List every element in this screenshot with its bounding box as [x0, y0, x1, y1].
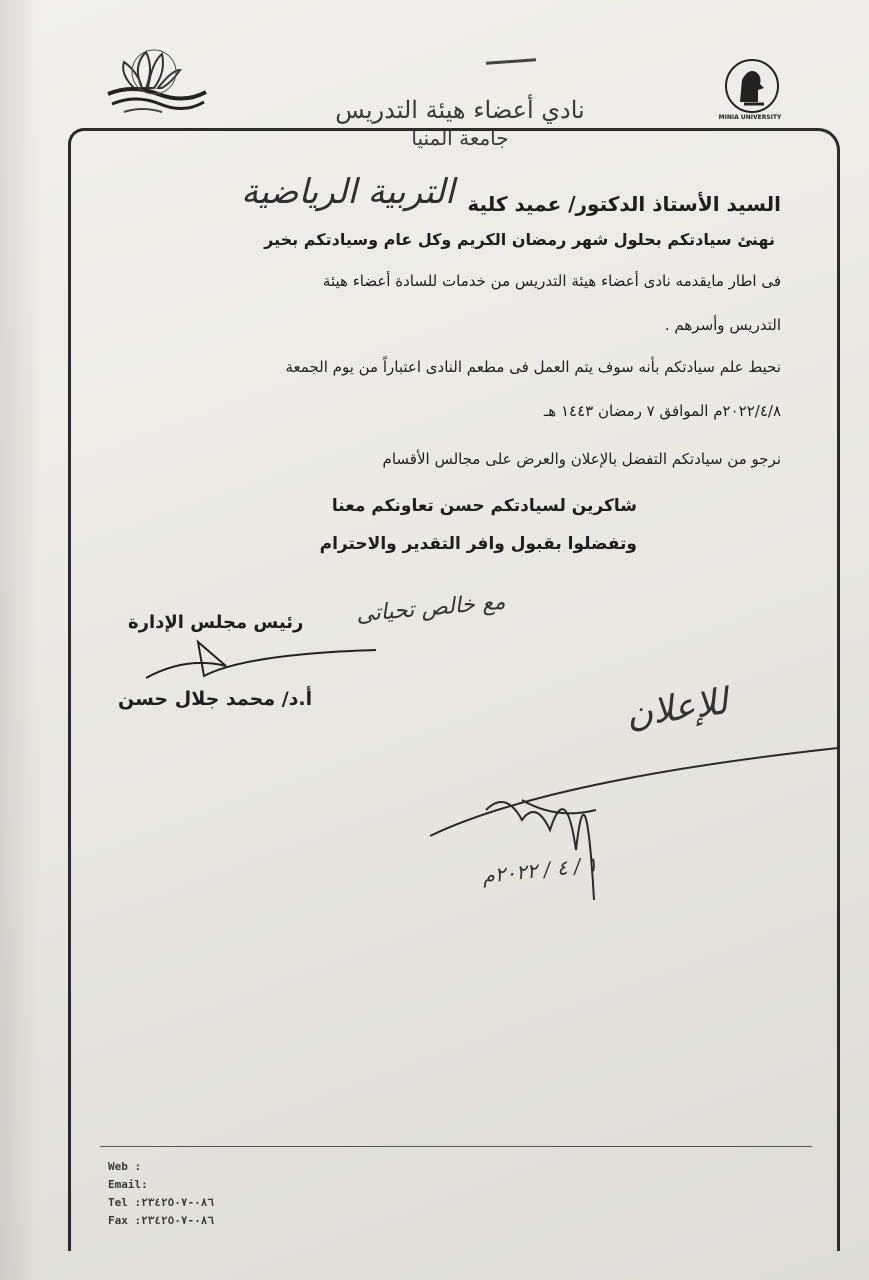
- body-line: ٢٠٢٢/٤/٨م الموافق ٧ رمضان ١٤٤٣ هـ: [543, 402, 781, 420]
- footer-web: Web :: [108, 1160, 142, 1173]
- body-line: التدريس وأسرهم .: [664, 316, 781, 334]
- university-name-en: MINIA UNIVERSITY: [718, 114, 782, 121]
- addressee-line: [241, 172, 781, 220]
- greeting: نهنئ سيادتكم بحلول شهر رمضان الكريم وكل عام وسيادتكم بخير: [264, 230, 775, 249]
- thanks-line: شاكرين لسيادتكم حسن تعاونكم معنا: [331, 496, 637, 516]
- footer-tel: Tel :٠٨٦-٢٣٤٢٥٠٧: [108, 1196, 214, 1209]
- club-name: نادي أعضاء هيئة التدريس: [335, 96, 585, 124]
- body-line: نحيط علم سيادتكم بأنه سوف يتم العمل فى مطعم النادى اعتباراً من يوم الجمعة: [285, 358, 781, 376]
- signatory-name: أ.د/ محمد جلال حسن: [118, 688, 313, 710]
- chair-signature: [126, 636, 386, 686]
- footer-email: Email:: [108, 1178, 148, 1191]
- footer-divider: [100, 1146, 812, 1147]
- thanks-line: وتفضلوا بقبول وافر التقدير والاحترام: [319, 534, 637, 554]
- body-line: فى اطار مايقدمه نادى أعضاء هيئة التدريس من خدمات للسادة أعضاء هيئة: [322, 272, 781, 290]
- addressee-handwritten: التربية الرياضية: [241, 172, 455, 212]
- body-line: نرجو من سيادتكم التفضل بالإعلان والعرض على مجالس الأقسام: [382, 450, 781, 468]
- university-logo: [714, 58, 790, 114]
- margin-note-handwritten: للإعلان: [623, 681, 731, 736]
- club-logo: [102, 48, 212, 120]
- university-name: جامعة المنيا: [411, 126, 509, 150]
- footer-fax: Fax :٠٨٦-٢٣٤٢٥٠٧: [108, 1214, 214, 1227]
- signatory-title: رئيس مجلس الإدارة: [128, 612, 304, 633]
- addressee-label: السيد الأستاذ الدكتور/ عميد كلية: [467, 192, 781, 216]
- page-shadow: [0, 0, 40, 1280]
- margin-date-handwritten: ١ / ٤ / ٢٠٢٢م: [481, 852, 599, 888]
- closing-handwritten: مع خالص تحياتى: [355, 589, 507, 628]
